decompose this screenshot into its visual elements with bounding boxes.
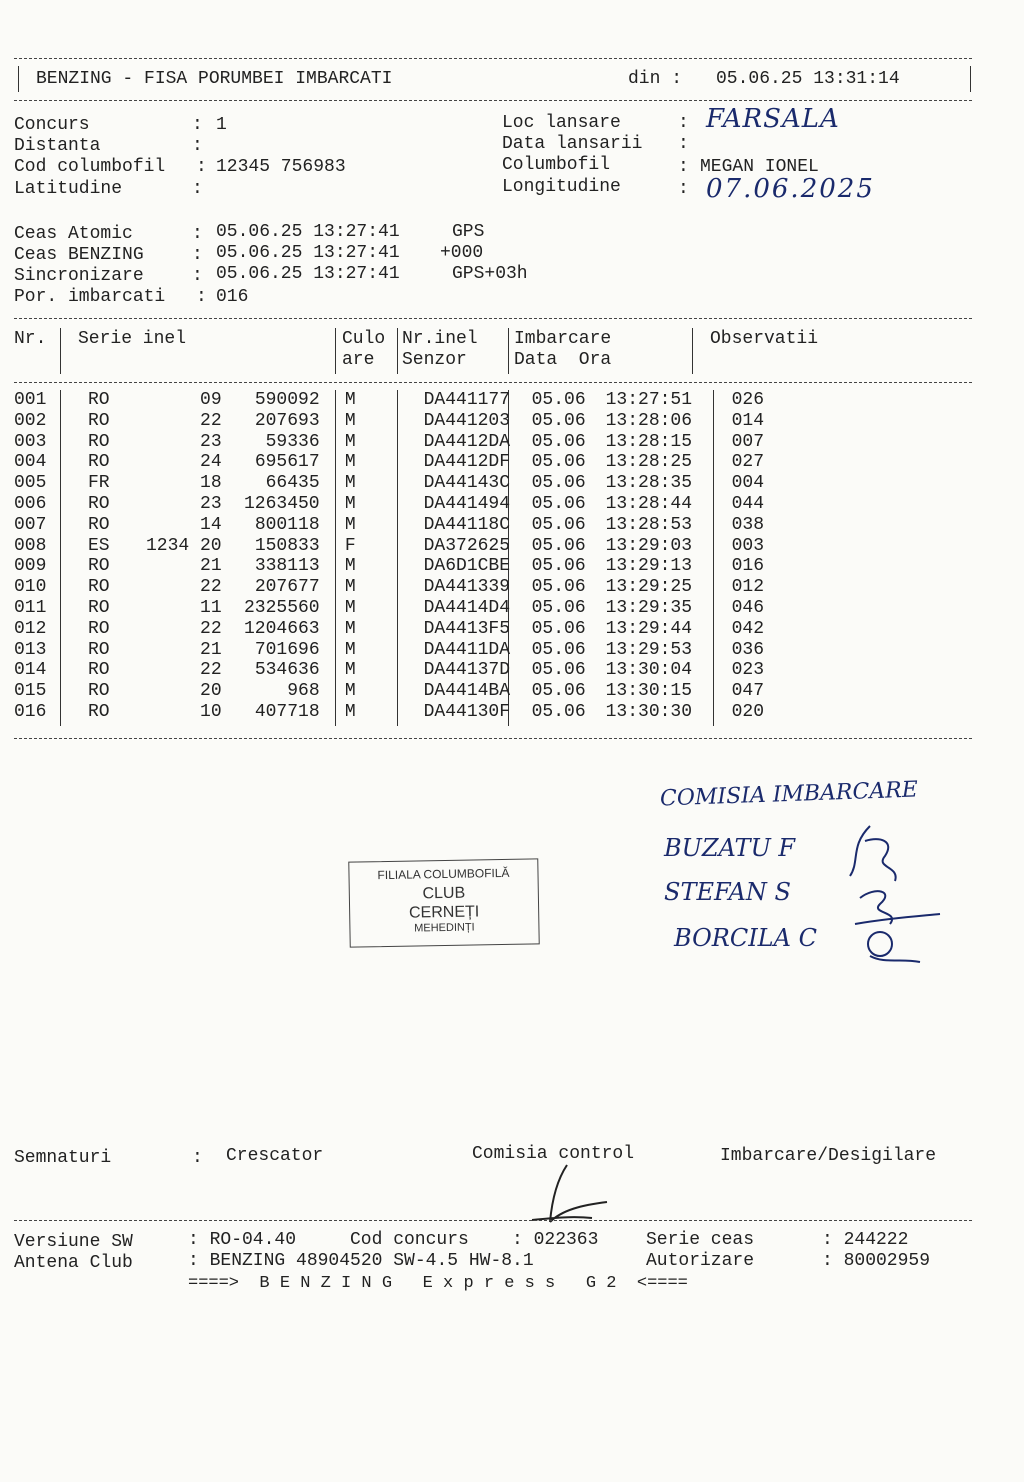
autorizare-value: : 80002959 xyxy=(822,1251,931,1271)
cell-senzor: DA4411DA xyxy=(423,639,511,660)
cod-concurs-value: : 022363 xyxy=(512,1230,599,1250)
cell-nr: 013 xyxy=(14,639,47,660)
table-row xyxy=(14,598,792,619)
por-imbarcati-label: Por. imbarcati xyxy=(14,287,166,307)
por-imbarcati-sep: : xyxy=(196,287,207,307)
loc-lansare-label: Loc lansare xyxy=(502,113,621,133)
table-row xyxy=(14,681,792,702)
cell-sex: M xyxy=(344,431,356,452)
cell-nr: 006 xyxy=(14,493,47,514)
table-row xyxy=(14,660,792,681)
col-culoare-header-1: Culo xyxy=(342,329,386,349)
cell-nr: 002 xyxy=(14,410,47,431)
table-row xyxy=(14,390,792,411)
concurs-label: Concurs xyxy=(14,115,90,135)
cell-culoare xyxy=(356,390,424,411)
cell-senzor: DA44118C xyxy=(423,514,511,535)
cell-nr: 016 xyxy=(14,701,47,722)
cell-obs: 007 xyxy=(731,431,765,452)
loc-lansare-value: FARSALA xyxy=(706,104,840,134)
antena-value: : BENZING 48904520 SW-4.5 HW-8.1 xyxy=(188,1251,534,1271)
cell-sex: M xyxy=(344,681,356,702)
cell-data: 05.06 xyxy=(531,473,586,494)
cell-culoare xyxy=(356,536,424,557)
cell-culoare xyxy=(356,619,424,640)
cod-columbofil-value: 12345 756983 xyxy=(216,157,346,177)
cell-sex: F xyxy=(344,535,356,556)
ceas-benzing-extra: +000 xyxy=(440,243,484,263)
cell-data: 05.06 xyxy=(531,577,586,598)
din-value: 05.06.25 13:31:14 xyxy=(716,69,900,89)
cell-tara: RO xyxy=(88,556,110,577)
cell-nr: 003 xyxy=(14,431,47,452)
cell-tara: RO xyxy=(88,681,110,702)
cell-inel: 1263450 xyxy=(244,493,320,514)
semnaturi-label: Semnaturi xyxy=(14,1148,112,1168)
cell-ora: 13:30:30 xyxy=(605,701,693,722)
cell-nr: 009 xyxy=(14,556,47,577)
cell-data: 05.06 xyxy=(531,597,586,618)
cell-culoare xyxy=(356,598,424,619)
cell-ora: 13:28:35 xyxy=(605,473,693,494)
cell-obs: 038 xyxy=(731,514,765,535)
cod-columbofil-sep: : xyxy=(196,157,207,177)
serie-ceas-value: : 244222 xyxy=(822,1230,909,1250)
cell-an: 10 xyxy=(200,701,222,722)
cell-inel: 207693 xyxy=(254,410,320,431)
cell-inel: 800118 xyxy=(254,514,320,535)
ceas-atomic-extra: GPS xyxy=(452,222,485,242)
cell-tara: RO xyxy=(88,452,110,473)
cell-an: 22 xyxy=(200,618,222,639)
cell-an: 22 xyxy=(200,660,222,681)
cell-inel: 338113 xyxy=(254,556,320,577)
stamp-line-2: CLUB xyxy=(422,884,466,903)
header-right-border xyxy=(970,66,971,92)
cell-sex: M xyxy=(344,452,356,473)
cell-data: 05.06 xyxy=(531,681,586,702)
ceas-atomic-sep: : xyxy=(192,224,203,244)
cell-obs: 047 xyxy=(731,681,765,702)
cell-an: 24 xyxy=(200,452,222,473)
cell-nr: 001 xyxy=(14,390,47,410)
cell-an: 09 xyxy=(200,390,222,410)
cell-obs: 036 xyxy=(731,639,765,660)
cell-senzor: DA4412DF xyxy=(423,452,511,473)
table-row xyxy=(14,515,792,536)
cell-culoare xyxy=(356,515,424,536)
table-row xyxy=(14,619,792,640)
header-divider-3 xyxy=(397,328,398,374)
control-signature-icon xyxy=(512,1160,622,1240)
table-row xyxy=(14,536,792,557)
table-row xyxy=(14,640,792,661)
stamp-line-3: CERNEȚI xyxy=(408,903,480,922)
cell-tara: RO xyxy=(88,577,110,598)
cell-inel: 150833 xyxy=(254,535,320,556)
serie-ceas-label: Serie ceas xyxy=(646,1230,755,1250)
cell-data: 05.06 xyxy=(531,493,586,514)
cell-tara: RO xyxy=(88,639,110,660)
cell-sex: M xyxy=(344,390,356,410)
cell-sex: M xyxy=(344,410,356,431)
col-imbarcare-header-2: Data Ora xyxy=(514,350,612,370)
col-imbarcare-header-1: Imbarcare xyxy=(514,329,612,349)
cell-culoare xyxy=(356,432,424,453)
cell-obs: 023 xyxy=(731,660,765,681)
cell-an: 21 xyxy=(200,639,222,660)
stamp-line-1: FILIALA COLUMBOFILĂ xyxy=(377,865,510,883)
cell-tara: RO xyxy=(88,493,110,514)
commission-member-1: BUZATU F xyxy=(664,834,796,862)
cell-inel: 695617 xyxy=(254,452,320,473)
cell-data: 05.06 xyxy=(531,660,586,681)
header-divider-4 xyxy=(508,328,509,374)
cell-ora: 13:29:03 xyxy=(605,535,693,556)
cell-obs: 042 xyxy=(731,618,765,639)
header-divider-1 xyxy=(60,328,61,374)
cell-ora: 13:28:25 xyxy=(605,452,693,473)
pigeon-table xyxy=(14,390,792,723)
cell-tara: RO xyxy=(88,660,110,681)
cell-senzor: DA4414D4 xyxy=(423,597,511,618)
cell-senzor: DA441203 xyxy=(423,410,511,431)
table-row xyxy=(14,702,792,723)
autorizare-label: Autorizare xyxy=(646,1251,755,1271)
header-left-border xyxy=(18,66,19,92)
col-serie-header: Serie inel xyxy=(78,329,187,349)
cell-ora: 13:28:15 xyxy=(605,431,693,452)
cell-obs: 027 xyxy=(731,452,765,473)
table-row xyxy=(14,473,792,494)
cell-ora: 13:30:15 xyxy=(605,681,693,702)
cell-ora: 13:29:53 xyxy=(605,639,693,660)
semnaturi-sep: : xyxy=(192,1148,203,1168)
cell-an: 23 xyxy=(200,493,222,514)
cell-obs: 044 xyxy=(731,493,765,514)
cell-inel: 534636 xyxy=(254,660,320,681)
cell-sex: M xyxy=(344,597,356,618)
cell-ora: 13:29:35 xyxy=(605,597,693,618)
cell-senzor: DA441177 xyxy=(423,390,511,410)
cell-inel: 1204663 xyxy=(244,618,320,639)
cell-inel: 2325560 xyxy=(244,597,320,618)
cell-ora: 13:29:44 xyxy=(605,618,693,639)
header-divider-5 xyxy=(692,328,693,374)
club-stamp xyxy=(348,858,539,947)
cell-inel: 968 xyxy=(287,681,320,702)
cell-an: 1234 20 xyxy=(146,535,222,556)
cell-culoare xyxy=(356,452,424,473)
cell-sex: M xyxy=(344,639,356,660)
ceas-benzing-sep: : xyxy=(192,245,203,265)
cell-nr: 015 xyxy=(14,681,47,702)
cell-inel: 207677 xyxy=(254,577,320,598)
cell-data: 05.06 xyxy=(531,639,586,660)
footer-dashed-line xyxy=(14,1220,972,1221)
cell-nr: 007 xyxy=(14,514,47,535)
brand-line: ====> B E N Z I N G E x p r e s s G 2 <==== xyxy=(188,1274,688,1293)
cell-culoare xyxy=(356,681,424,702)
cell-nr: 010 xyxy=(14,577,47,598)
cell-senzor: DA44137D xyxy=(423,660,511,681)
columbofil-label: Columbofil xyxy=(502,155,611,175)
col-senzor-header-2: Senzor xyxy=(402,350,467,370)
cell-senzor: DA44143C xyxy=(423,473,511,494)
cell-an: 23 xyxy=(200,431,222,452)
col-senzor-header-1: Nr.inel xyxy=(402,329,478,349)
cod-concurs-label: Cod concurs xyxy=(350,1230,469,1250)
cell-obs: 014 xyxy=(731,410,765,431)
cell-nr: 005 xyxy=(14,473,47,494)
cell-tara: RO xyxy=(88,514,110,535)
loc-lansare-sep: : xyxy=(678,113,689,133)
cell-data: 05.06 xyxy=(531,410,586,431)
cell-nr: 004 xyxy=(14,452,47,473)
cell-an: 21 xyxy=(200,556,222,577)
cell-sex: M xyxy=(344,556,356,577)
cell-sex: M xyxy=(344,473,356,494)
cell-inel: 701696 xyxy=(254,639,320,660)
cell-nr: 008 xyxy=(14,535,47,556)
cell-culoare xyxy=(356,411,424,432)
cell-tara: FR xyxy=(88,473,110,494)
versiune-value: : RO-04.40 xyxy=(188,1230,297,1250)
cell-ora: 13:29:13 xyxy=(605,556,693,577)
header-divider-2 xyxy=(335,328,336,374)
table-row xyxy=(14,556,792,577)
cell-culoare xyxy=(356,660,424,681)
stamp-line-4: MEHEDINȚI xyxy=(414,921,475,935)
cell-an: 14 xyxy=(200,514,222,535)
col-nr-header: Nr. xyxy=(14,329,47,349)
cell-tara: RO xyxy=(88,390,110,410)
cell-inel: 590092 xyxy=(254,390,320,410)
cell-nr: 014 xyxy=(14,660,47,681)
cell-sex: M xyxy=(344,577,356,598)
commission-member-2: STEFAN S xyxy=(664,878,791,906)
cell-obs: 012 xyxy=(731,577,765,598)
cell-an: 18 xyxy=(200,473,222,494)
cell-sex: M xyxy=(344,660,356,681)
cell-senzor: DA372625 xyxy=(423,535,511,556)
table-row xyxy=(14,452,792,473)
cell-culoare xyxy=(356,556,424,577)
longitudine-label: Longitudine xyxy=(502,177,621,197)
cell-sex: M xyxy=(344,618,356,639)
cell-inel: 59336 xyxy=(265,431,320,452)
versiune-label: Versiune SW xyxy=(14,1232,133,1252)
table-row xyxy=(14,411,792,432)
cell-data: 05.06 xyxy=(531,514,586,535)
longitudine-sep: : xyxy=(678,179,689,199)
cell-ora: 13:28:44 xyxy=(605,493,693,514)
columbofil-value: MEGAN IONEL xyxy=(700,157,819,177)
cell-tara: RO xyxy=(88,410,110,431)
cell-an: 20 xyxy=(200,681,222,702)
cell-senzor: DA4413F5 xyxy=(423,618,511,639)
cell-obs: 016 xyxy=(731,556,765,577)
commission-signatures-icon xyxy=(840,806,980,976)
ceas-benzing-label: Ceas BENZING xyxy=(14,245,144,265)
cell-obs: 004 xyxy=(731,473,765,494)
cell-tara: RO xyxy=(88,618,110,639)
cell-sex: M xyxy=(344,514,356,535)
cell-tara: RO xyxy=(88,431,110,452)
por-imbarcati-value: 016 xyxy=(216,287,249,307)
cell-data: 05.06 xyxy=(531,452,586,473)
sincronizare-value: 05.06.25 13:27:41 xyxy=(216,264,400,284)
cell-data: 05.06 xyxy=(531,618,586,639)
cell-ora: 13:27:51 xyxy=(605,390,693,410)
concurs-sep: : xyxy=(192,115,203,135)
cell-senzor: DA441494 xyxy=(423,493,511,514)
crescator-label: Crescator xyxy=(226,1146,324,1166)
cell-senzor: DA44130F xyxy=(423,701,511,722)
commission-member-3: BORCILA C xyxy=(674,924,817,952)
imbarcare-desigilare-label: Imbarcare/Desigilare xyxy=(720,1146,937,1166)
cell-obs: 046 xyxy=(731,597,765,618)
cell-culoare xyxy=(356,702,424,723)
cell-nr: 012 xyxy=(14,618,47,639)
concurs-value: 1 xyxy=(216,115,227,135)
columbofil-sep: : xyxy=(678,157,689,177)
col-observatii-header: Observatii xyxy=(710,329,819,349)
cell-sex: M xyxy=(344,493,356,514)
table-top-dashed-line xyxy=(14,318,972,319)
longitudine-value: 07.06.2025 xyxy=(706,174,875,204)
comisia-control-label: Comisia control xyxy=(472,1144,635,1164)
cell-senzor: DA4412DA xyxy=(423,431,511,452)
cod-columbofil-label: Cod columbofil xyxy=(14,157,166,177)
cell-data: 05.06 xyxy=(531,556,586,577)
ceas-atomic-value: 05.06.25 13:27:41 xyxy=(216,222,400,242)
top-dashed-line xyxy=(14,58,972,59)
din-label: din : xyxy=(628,69,683,89)
header-bottom-dashed-line xyxy=(14,100,972,101)
cell-data: 05.06 xyxy=(531,701,586,722)
cell-culoare xyxy=(356,473,424,494)
latitudine-sep: : xyxy=(192,179,203,199)
cell-ora: 13:28:53 xyxy=(605,514,693,535)
data-lansarii-sep: : xyxy=(678,134,689,154)
cell-tara: RO xyxy=(88,701,110,722)
distanta-sep: : xyxy=(192,136,203,156)
cell-nr: 011 xyxy=(14,597,47,618)
cell-ora: 13:29:25 xyxy=(605,577,693,598)
table-header-bottom-dashed-line xyxy=(14,382,972,383)
cell-senzor: DA4414BA xyxy=(423,681,511,702)
cell-culoare xyxy=(356,494,424,515)
table-row xyxy=(14,577,792,598)
cell-an: 11 xyxy=(200,597,222,618)
cell-senzor: DA441339 xyxy=(423,577,511,598)
cell-data: 05.06 xyxy=(531,535,586,556)
distanta-label: Distanta xyxy=(14,136,101,156)
col-culoare-header-2: are xyxy=(342,350,375,370)
sincronizare-label: Sincronizare xyxy=(14,266,144,286)
cell-inel: 407718 xyxy=(254,701,320,722)
cell-senzor: DA6D1CBE xyxy=(423,556,511,577)
cell-ora: 13:30:04 xyxy=(605,660,693,681)
cell-obs: 003 xyxy=(731,535,765,556)
latitudine-label: Latitudine xyxy=(14,179,123,199)
antena-label: Antena Club xyxy=(14,1253,133,1273)
cell-tara: RO xyxy=(88,597,110,618)
cell-obs: 026 xyxy=(731,390,765,410)
cell-culoare xyxy=(356,640,424,661)
table-row xyxy=(14,494,792,515)
cell-tara: ES xyxy=(88,535,110,556)
cell-data: 05.06 xyxy=(531,390,586,410)
cell-an: 22 xyxy=(200,577,222,598)
data-lansarii-label: Data lansarii xyxy=(502,134,643,154)
cell-data: 05.06 xyxy=(531,431,586,452)
cell-culoare xyxy=(356,577,424,598)
sincronizare-extra: GPS+03h xyxy=(452,264,528,284)
table-bottom-dashed-line xyxy=(14,738,972,739)
cell-an: 22 xyxy=(200,410,222,431)
cell-sex: M xyxy=(344,701,356,722)
cell-inel: 66435 xyxy=(265,473,320,494)
sincronizare-sep: : xyxy=(192,266,203,286)
commission-title: COMISIA IMBARCARE xyxy=(659,777,919,812)
cell-ora: 13:28:06 xyxy=(605,410,693,431)
table-row xyxy=(14,432,792,453)
ceas-atomic-label: Ceas Atomic xyxy=(14,224,133,244)
ceas-benzing-value: 05.06.25 13:27:41 xyxy=(216,243,400,263)
document-title: BENZING - FISA PORUMBEI IMBARCATI xyxy=(36,69,393,89)
cell-obs: 020 xyxy=(731,701,765,722)
